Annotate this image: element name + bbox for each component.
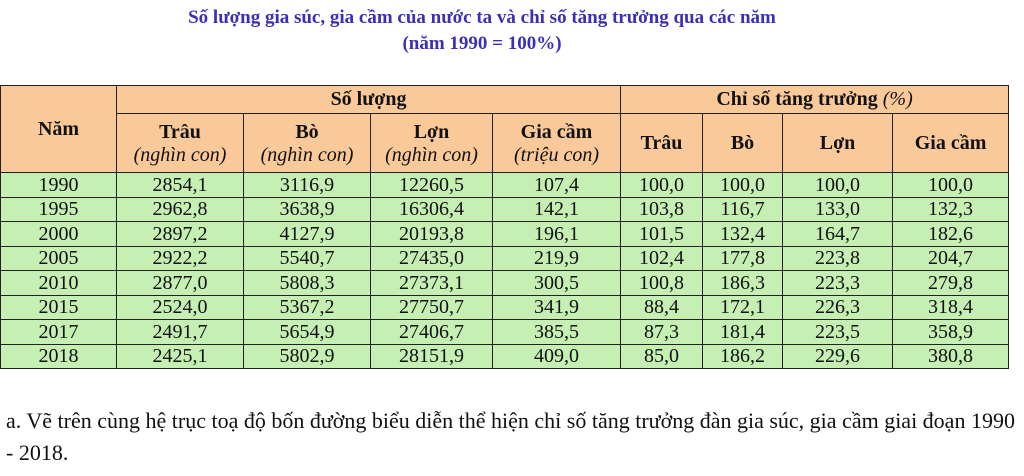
value-cell: 2491,7 — [117, 320, 244, 345]
value-cell: 20193,8 — [371, 222, 493, 247]
index-col-header: Gia cầm — [893, 114, 1009, 173]
col-name: Bò — [295, 121, 319, 143]
value-cell: 279,8 — [893, 271, 1009, 296]
title-line-2: (năm 1990 = 100%) — [402, 33, 562, 54]
year-header: Năm — [1, 86, 117, 173]
value-cell: 3116,9 — [244, 173, 371, 198]
value-cell: 318,4 — [893, 295, 1009, 320]
value-cell: 132,4 — [703, 222, 783, 247]
value-cell: 133,0 — [783, 197, 893, 222]
col-unit: (nghìn con) — [260, 144, 354, 166]
value-cell: 177,8 — [703, 246, 783, 271]
table-row — [1, 197, 1009, 222]
year-cell: 2018 — [1, 344, 117, 369]
col-name: Trâu — [159, 121, 201, 143]
index-col-header: Bò — [703, 114, 783, 173]
value-cell: 27406,7 — [371, 320, 493, 345]
value-cell: 100,8 — [621, 271, 703, 296]
value-cell: 101,5 — [621, 222, 703, 247]
value-cell: 85,0 — [621, 344, 703, 369]
value-cell: 28151,9 — [371, 344, 493, 369]
value-cell: 27435,0 — [371, 246, 493, 271]
value-cell: 181,4 — [703, 320, 783, 345]
index-group-label: Chỉ số tăng trưởng — [716, 88, 878, 110]
value-cell: 5654,9 — [244, 320, 371, 345]
value-cell: 107,4 — [493, 173, 621, 198]
col-name: Gia cầm — [520, 121, 593, 143]
table-row — [1, 344, 1009, 369]
table-title — [0, 5, 964, 57]
value-cell: 219,9 — [493, 246, 621, 271]
value-cell: 5540,7 — [244, 246, 371, 271]
value-cell: 385,5 — [493, 320, 621, 345]
table-row — [1, 173, 1009, 198]
year-cell: 2015 — [1, 295, 117, 320]
col-unit: (nghìn con) — [385, 144, 478, 166]
year-cell: 1995 — [1, 197, 117, 222]
value-cell: 2425,1 — [117, 344, 244, 369]
value-cell: 204,7 — [893, 246, 1009, 271]
value-cell: 12260,5 — [371, 173, 493, 198]
quantity-col-header — [371, 114, 493, 173]
value-cell: 100,0 — [783, 173, 893, 198]
quantity-col-header — [244, 114, 371, 173]
table-row — [1, 222, 1009, 247]
value-cell: 100,0 — [893, 173, 1009, 198]
year-cell: 2005 — [1, 246, 117, 271]
index-col-header: Trâu — [621, 114, 703, 173]
year-cell: 2017 — [1, 320, 117, 345]
value-cell: 116,7 — [703, 197, 783, 222]
index-group-unit: (%) — [882, 88, 913, 110]
value-cell: 5802,9 — [244, 344, 371, 369]
value-cell: 102,4 — [621, 246, 703, 271]
value-cell: 88,4 — [621, 295, 703, 320]
value-cell: 27750,7 — [371, 295, 493, 320]
value-cell: 132,3 — [893, 197, 1009, 222]
value-cell: 229,6 — [783, 344, 893, 369]
table-row — [1, 246, 1009, 271]
value-cell: 223,3 — [783, 271, 893, 296]
value-cell: 3638,9 — [244, 197, 371, 222]
value-cell: 223,5 — [783, 320, 893, 345]
value-cell: 380,8 — [893, 344, 1009, 369]
value-cell: 226,3 — [783, 295, 893, 320]
table-row — [1, 320, 1009, 345]
value-cell: 358,9 — [893, 320, 1009, 345]
value-cell: 2854,1 — [117, 173, 244, 198]
value-cell: 16306,4 — [371, 197, 493, 222]
index-group-header — [621, 86, 1009, 114]
year-cell: 2000 — [1, 222, 117, 247]
quantity-col-header — [493, 114, 621, 173]
value-cell: 87,3 — [621, 320, 703, 345]
value-cell: 142,1 — [493, 197, 621, 222]
title-line-1: Số lượng gia súc, gia cầm của nước ta và chỉ số tăng trưởng qua các năm — [188, 7, 776, 28]
value-cell: 2897,2 — [117, 222, 244, 247]
value-cell: 300,5 — [493, 271, 621, 296]
value-cell: 223,8 — [783, 246, 893, 271]
value-cell: 5367,2 — [244, 295, 371, 320]
col-unit: (triệu con) — [514, 144, 599, 166]
value-cell: 100,0 — [703, 173, 783, 198]
value-cell: 409,0 — [493, 344, 621, 369]
value-cell: 182,6 — [893, 222, 1009, 247]
value-cell: 103,8 — [621, 197, 703, 222]
value-cell: 172,1 — [703, 295, 783, 320]
year-cell: 2010 — [1, 271, 117, 296]
value-cell: 27373,1 — [371, 271, 493, 296]
table-row — [1, 271, 1009, 296]
year-cell: 1990 — [1, 173, 117, 198]
value-cell: 196,1 — [493, 222, 621, 247]
index-col-header: Lợn — [783, 114, 893, 173]
value-cell: 2877,0 — [117, 271, 244, 296]
value-cell: 164,7 — [783, 222, 893, 247]
table-row — [1, 295, 1009, 320]
value-cell: 2524,0 — [117, 295, 244, 320]
task-text: a. Vẽ trên cùng hệ trục toạ độ bốn đường biểu diễn thể hiện chỉ số tăng trưởng đàn gia súc, gia cầm giai đoạn 1990 - 2018. — [6, 408, 1015, 465]
value-cell: 186,3 — [703, 271, 783, 296]
col-name: Lợn — [413, 121, 450, 143]
quantity-col-header — [117, 114, 244, 173]
quantity-group-header: Số lượng — [117, 86, 621, 114]
value-cell: 100,0 — [621, 173, 703, 198]
value-cell: 341,9 — [493, 295, 621, 320]
livestock-table — [0, 85, 1009, 369]
col-unit: (nghìn con) — [133, 144, 227, 166]
value-cell: 4127,9 — [244, 222, 371, 247]
value-cell: 2922,2 — [117, 246, 244, 271]
table-body — [1, 173, 1009, 369]
value-cell: 5808,3 — [244, 271, 371, 296]
value-cell: 2962,8 — [117, 197, 244, 222]
value-cell: 186,2 — [703, 344, 783, 369]
